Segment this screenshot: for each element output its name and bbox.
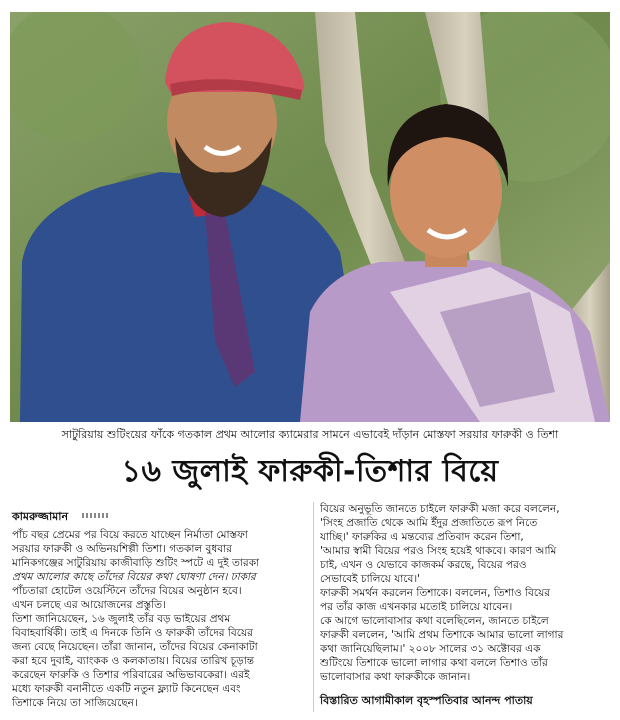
article-line: করা হবে দুবাই, ব্যাংকক ও কলকাতায়। বিয়ের তারিখ চূড়ান্ত <box>12 655 255 667</box>
article-line: পাঁচতারা হোটেল ওয়েস্টিনে তাঁদের বিয়ের অনুষ্ঠান হবে। <box>12 585 242 597</box>
article-line: তিশাকে নিয়ে তা সাজিয়েছেন। <box>12 697 138 709</box>
article-line: শুটিংয়ে তিশাকে ভালো লাগার কথা বললে তিশাও তাঁর <box>320 657 548 669</box>
article-line: মানিকগঞ্জের সাটুরিয়ায় কাজীবাড়ি শুটিং স্পটে এ দুই তারকা <box>12 557 260 569</box>
article-line: পাঁচ বছর প্রেমের পর বিয়ে করতে যাচ্ছেন নির্মাতা মোস্তফা <box>12 529 248 541</box>
article-line: ফারুকী সমর্থন করলেন তিশাকে। বললেন, তিশাও বিয়ের <box>320 587 551 599</box>
article-line: বিবাহবার্ষিকী। তাই এ দিনকে তিনি ও ফারুকী তাঁদের বিয়ের <box>12 627 253 639</box>
article-line: চাই, এখন ও যেভাবে কাজকর্ম করছে, বিয়ের পরও <box>320 559 527 571</box>
photo-caption: সাটুরিয়ায় শুটিংয়ের ফাঁকে গতকাল প্রথম আলোর ক্যামেরার সামনে এভাবেই দাঁড়ান মোস্তফা সরয়ার ফারুকী ও তিশা <box>61 428 559 441</box>
article-line: মধ্যে ফারুকী বনানীতে একটি নতুন ফ্ল্যাট কিনেছেন এবং <box>12 683 241 695</box>
continued-note: বিস্তারিত আগামীকাল বৃহস্পতিবার আনন্দ পাতায় <box>320 694 533 707</box>
article-line: 'আমার স্বামী বিয়ের পরও সিংহ হয়েই থাকবে। কারণ আমি <box>320 545 557 557</box>
article-right-column <box>320 502 612 684</box>
article-line: সরয়ার ফারুকী ও অভিনয়শিল্পী তিশা। গতকাল বুধবার <box>12 543 232 555</box>
byline-dots <box>82 513 110 518</box>
article-line: সেভাবেই চালিয়ে যাবে।' <box>320 573 421 585</box>
article-line: পর তাঁর কাজ এখনকার মতোই চালিয়ে যাবেন। <box>320 601 513 613</box>
article-line: তিশা জানিয়েছেন, ১৬ জুলাই তাঁর বড় ভাইয়ের প্রথম <box>12 613 231 625</box>
byline: কামরুজ্জামান <box>12 510 69 523</box>
article-line: জন্য বেছে নিয়েছেন। তাঁরা জানান, তাঁদের বিয়ের কেনাকাটা <box>12 641 258 653</box>
headline: ১৬ জুলাই ফারুকী-তিশার বিয়ে <box>121 454 499 489</box>
column-divider <box>313 502 314 712</box>
article-line: ফারুকী বললেন, 'আমি প্রথম তিশাকে আমার ভালো লাগার <box>320 629 564 641</box>
article-line: যাচ্ছি।' ফারুকির এ মন্তব্যের প্রতিবাদ করেন তিশা, <box>320 531 524 543</box>
article-line: বিয়ের অনুভূতি জানতে চাইলে ফারুকী মজা করে বললেন, <box>320 503 560 515</box>
article-line: এখন চলছে এর আয়োজনের প্রস্তুতি। <box>12 599 166 611</box>
article-line: কে আগে ভালোবাসার কথা বলেছিলেন, জানতে চাইলে <box>320 615 549 627</box>
article-line: প্রথম আলোর কাছে তাঁদের বিয়ের কথা ঘোষণা দেন। ঢাকার <box>12 571 256 583</box>
article-line: কথা জানিয়েছিলাম।' ২০০৮ সালের ৩১ অক্টোবর এক <box>320 643 541 655</box>
article-left-column <box>12 528 307 710</box>
article-line: ভালোবাসার কথা ফারুকীকে জানান। <box>320 671 471 683</box>
article-line: 'সিংহ প্রজাতি থেকে আমি ইঁদুর প্রজাতিতে রূপ নিতে <box>320 517 538 529</box>
couple-photo <box>10 12 610 422</box>
article-line: করেছেন ফারুকি ও তিশার পরিবারের অভিভাবকেরা। এরই <box>12 669 250 681</box>
